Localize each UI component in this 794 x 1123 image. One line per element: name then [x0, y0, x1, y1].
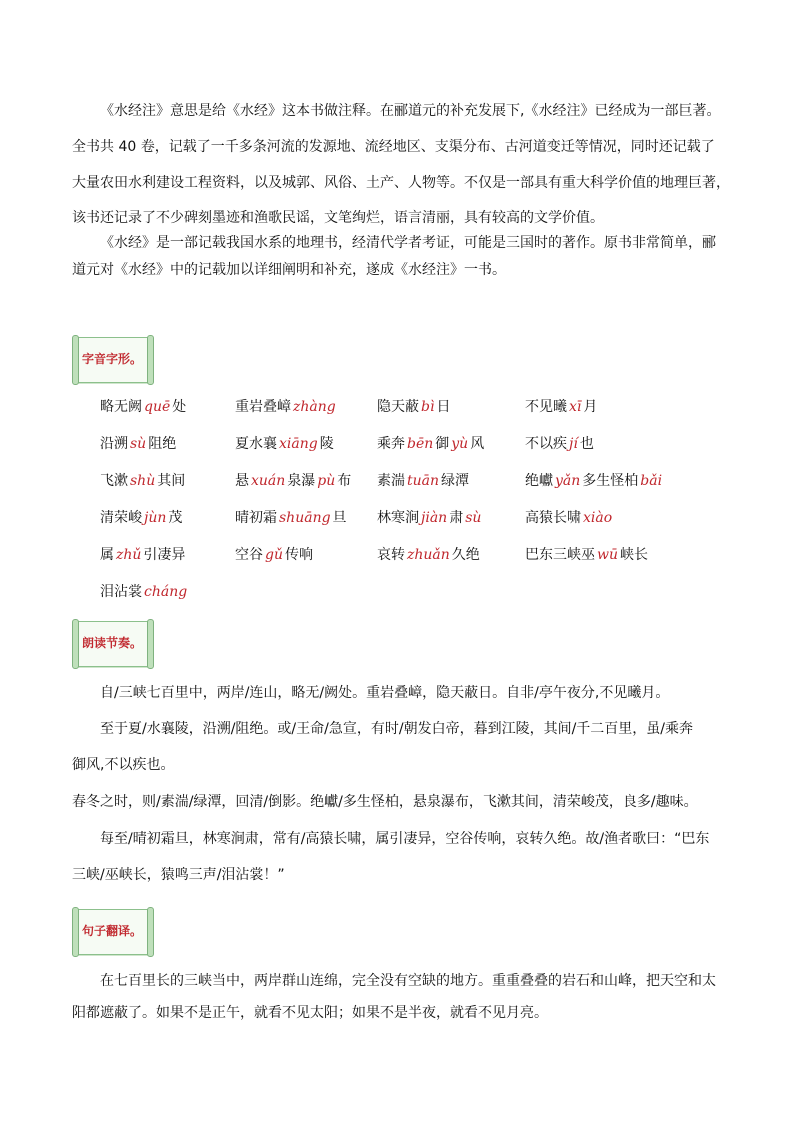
vocab-item — [377, 396, 450, 416]
vocab-text: 绝巘 — [525, 473, 553, 489]
pinyin: jùn — [144, 510, 167, 526]
vocab-text: 不以疾 — [525, 436, 567, 452]
vocab-text: 布 — [337, 473, 352, 489]
pinyin: sù — [130, 436, 147, 452]
vocab-item — [100, 581, 189, 601]
vocab-text: 清荣峻 — [100, 510, 142, 526]
pinyin: yǎn — [555, 473, 581, 489]
vocab-text: 日 — [436, 399, 451, 415]
vocab-text: 风 — [470, 436, 485, 452]
pinyin: zhuǎn — [407, 547, 450, 563]
pinyin: sù — [465, 510, 482, 526]
pinyin: shù — [130, 473, 156, 489]
vocab-text: 也 — [579, 436, 594, 452]
pinyin: jiàn — [421, 510, 448, 526]
pinyin: bì — [421, 399, 435, 415]
rhythm-line: 三峡/巫峡长，猿鸣三声/泪沾裳！” — [72, 867, 285, 883]
pinyin: pù — [317, 473, 336, 489]
vocab-item — [235, 507, 347, 527]
vocab-text: 峡长 — [620, 547, 648, 563]
vocab-text: 沿溯 — [100, 436, 128, 452]
vocab-item — [235, 470, 351, 490]
pinyin: wū — [597, 547, 618, 563]
vocab-text: 多生怪柏 — [582, 473, 639, 489]
pinyin: jí — [569, 436, 578, 452]
vocab-text: 属 — [100, 547, 114, 563]
vocab-text: 高猿长啸 — [525, 510, 581, 526]
intro-line: 《水经注》意思是给《水经》这本书做注释。在郦道元的补充发展下,《水经注》已经成为一部巨著。 — [100, 103, 721, 119]
vocab-text: 引凄异 — [143, 547, 186, 563]
vocab-text: 旦 — [332, 510, 347, 526]
vocab-text: 处 — [172, 399, 187, 415]
intro-line: 全书共 40 卷，记载了一千多条河流的发源地、流经地区、支渠分布、古河道变迁等情况，同时还记载了 — [72, 139, 715, 155]
vocab-text: 御 — [435, 436, 450, 452]
vocab-text: 空谷 — [235, 547, 263, 563]
pinyin: zhǔ — [116, 547, 142, 563]
vocab-text: 不见曦 — [525, 399, 567, 415]
vocab-text: 陵 — [319, 436, 334, 452]
intro-line: 该书还记录了不少碑刻墨迹和渔歌民谣，文笔绚烂，语言清丽，具有较高的文学价值。 — [72, 210, 604, 226]
pinyin: tuān — [407, 473, 440, 489]
vocab-item — [377, 544, 480, 564]
vocab-text: 哀转 — [377, 547, 405, 563]
vocab-text: 绿潭 — [441, 473, 470, 489]
pinyin: quē — [144, 399, 171, 415]
pinyin: gǔ — [265, 547, 283, 563]
vocab-item — [100, 470, 185, 490]
vocab-text: 传响 — [284, 547, 313, 563]
translate-line: 阳都遮蔽了。如果不是正午，就看不见太阳；如果不是半夜，就看不见月亮。 — [72, 1005, 548, 1021]
vocab-text: 夏水襄 — [235, 436, 277, 452]
vocab-item — [235, 433, 334, 453]
pinyin: shuāng — [279, 510, 331, 526]
vocab-item — [525, 396, 597, 416]
vocab-text: 肃 — [449, 510, 464, 526]
section-title: 字音字形。 — [81, 352, 142, 366]
rhythm-line: 每至/晴初霜旦，林寒涧肃，常有/高猿长啸，属引凄异，空谷传响，哀转久绝。故/渔者歌曰：“巴东 — [100, 831, 710, 847]
pinyin: cháng — [144, 584, 188, 600]
vocab-item — [377, 507, 483, 527]
translate-line: 在七百里长的三峡当中，两岸群山连绵，完全没有空缺的地方。重重叠叠的岩石和山峰，把天空和太 — [100, 973, 716, 989]
rhythm-line: 自/三峡七百里中，两岸/连山，略无/阙处。重岩叠嶂，隐天蔽日。自非/亭午夜分,不见曦月。 — [100, 685, 670, 701]
vocab-text: 略无阙 — [100, 399, 142, 415]
vocab-text: 泪沾裳 — [100, 584, 142, 600]
vocab-item — [100, 507, 182, 527]
intro-line: 道元对《水经》中的记载加以详细阐明和补充，遂成《水经注》一书。 — [72, 262, 506, 278]
vocab-item — [100, 433, 176, 453]
vocab-item — [525, 507, 614, 527]
vocab-item — [235, 396, 338, 416]
section-tag-rhythm — [72, 618, 152, 668]
vocab-item — [235, 544, 313, 564]
vocab-text: 其间 — [157, 473, 186, 489]
section-title: 朗读节奏。 — [81, 636, 142, 650]
vocab-item — [100, 544, 185, 564]
pinyin: xuán — [251, 473, 286, 489]
rhythm-line: 至于夏/水襄陵，沿溯/阻绝。或/王命/急宣，有时/朝发白帝，暮到江陵，其间/千二百里，虽/乘奔 — [100, 721, 694, 737]
vocab-item — [377, 470, 469, 490]
vocab-text: 阻绝 — [148, 436, 177, 452]
pinyin: xiào — [583, 510, 613, 526]
section-title: 句子翻译。 — [81, 924, 142, 938]
vocab-text: 茂 — [168, 510, 183, 526]
section-tag-translate — [72, 906, 152, 956]
vocab-text: 素湍 — [377, 473, 405, 489]
intro-line: 大量农田水利建设工程资料，以及城郭、风俗、土产、人物等。不仅是一部具有重大科学价值的地理巨著， — [72, 175, 730, 191]
vocab-text: 久绝 — [451, 547, 480, 563]
pinyin: yù — [451, 436, 469, 452]
pinyin: bēn — [407, 436, 434, 452]
vocab-text: 林寒涧 — [377, 510, 419, 526]
vocab-item — [525, 470, 664, 490]
vocab-item — [525, 433, 594, 453]
vocab-text: 巴东三峡巫 — [525, 547, 595, 563]
pinyin: zhàng — [293, 399, 336, 415]
intro-line: 《水经》是一部记载我国水系的地理书，经清代学者考证，可能是三国时的著作。原书非常简单，郦 — [100, 235, 716, 251]
pinyin: bǎi — [640, 473, 663, 489]
vocab-text: 隐天蔽 — [377, 399, 419, 415]
vocab-text: 乘奔 — [377, 436, 405, 452]
vocab-item — [525, 544, 648, 564]
section-tag-vocab — [72, 334, 152, 384]
vocab-item — [377, 433, 484, 453]
pinyin: xī — [569, 399, 582, 415]
rhythm-line: 春冬之时，则/素湍/绿潭，回清/倒影。绝巘/多生怪柏，悬泉瀑布，飞漱其间，清荣峻茂，良多/趣味。 — [72, 794, 698, 810]
vocab-text: 飞漱 — [100, 473, 128, 489]
vocab-text: 月 — [583, 399, 598, 415]
vocab-item — [100, 396, 186, 416]
vocab-text: 晴初霜 — [235, 510, 277, 526]
vocab-text: 泉瀑 — [287, 473, 316, 489]
vocab-text: 悬 — [235, 473, 249, 489]
pinyin: xiāng — [279, 436, 318, 452]
vocab-text: 重岩叠嶂 — [235, 399, 291, 415]
rhythm-line: 御风,不以疾也。 — [72, 757, 175, 773]
